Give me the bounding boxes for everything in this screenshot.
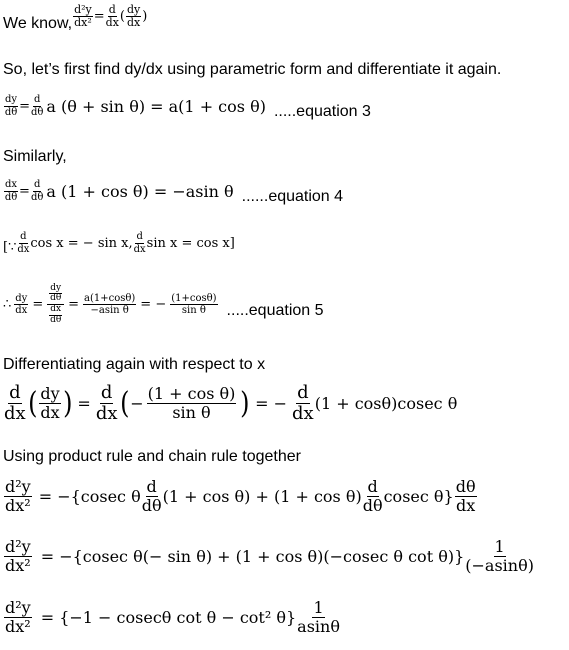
equation-5-line: [3, 284, 324, 326]
dx-dtheta-fraction: [49, 305, 62, 325]
denominator: dx: [292, 402, 314, 424]
numerator: d: [33, 94, 41, 105]
numerator: dy: [126, 3, 141, 16]
expression-part-2: (1 + cos θ) + (1 + cos θ): [162, 487, 362, 507]
numerator: d: [9, 382, 21, 403]
numerator: (1 + cos θ): [147, 384, 236, 404]
paren-open: (: [119, 8, 125, 24]
dy-dtheta-fraction: [49, 284, 62, 304]
denominator: dθ: [4, 106, 18, 118]
denominator: dx: [15, 305, 28, 317]
denominator: dx: [126, 15, 141, 29]
denominator: [48, 305, 63, 325]
expression: = {−1 − cosecθ cot θ − cot² θ}: [40, 608, 297, 628]
known-formula-line: [3, 3, 148, 33]
denominator: dθ: [30, 106, 44, 118]
cos-derivative: cos x = − sin x,: [30, 235, 133, 251]
denominator: asinθ: [297, 616, 340, 636]
d-dx-operator: [17, 232, 29, 255]
denominator: dθ: [141, 495, 162, 515]
dx-dtheta-fraction: [4, 180, 18, 203]
denominator: dx: [17, 243, 30, 255]
numerator: d: [146, 477, 157, 496]
numerator: a(1+cosθ): [84, 292, 136, 304]
because-bracket: [∵: [3, 239, 17, 255]
equation-tag: ......equation 4: [241, 188, 344, 206]
expression: a (1 + cos θ) = −asin θ: [46, 181, 234, 201]
d-dx-operator: [4, 384, 26, 424]
numerator: 1: [494, 537, 505, 556]
denominator: dx²: [74, 15, 92, 29]
paren-open: (: [27, 385, 38, 421]
d-dx-operator-3: [292, 384, 314, 424]
equals: =: [68, 297, 80, 313]
numerator: d: [100, 382, 113, 403]
denominator: dθ: [362, 495, 383, 515]
numerator: d: [20, 231, 27, 242]
instruction-text: So, let’s first find dy/dx using parametric form and differentiate it again.: [3, 61, 502, 78]
numerator: d: [367, 477, 378, 496]
substitution-equation: [3, 539, 535, 574]
equals: =: [93, 8, 105, 24]
numerator: d: [108, 3, 116, 16]
d-dtheta-operator: [31, 95, 43, 118]
denominator: dx: [456, 495, 476, 515]
d-dtheta-operator: [142, 479, 162, 514]
numerator: [47, 284, 64, 305]
second-derivative-fraction: [73, 4, 93, 29]
expression-part-3: cosec θ}: [383, 487, 454, 507]
numerator: dy: [50, 283, 62, 293]
numerator: dx: [5, 179, 18, 190]
equals: =: [19, 183, 30, 199]
denominator: dx²: [5, 616, 31, 636]
numerator: dθ: [455, 477, 476, 496]
paren-close: ): [142, 8, 148, 24]
equals: =: [19, 98, 30, 114]
numerator: d²y: [5, 598, 31, 617]
compound-fraction: [47, 284, 64, 326]
second-derivative-setup: [3, 384, 457, 424]
reciprocal-fraction: [465, 539, 534, 574]
denominator: sin θ: [172, 402, 211, 422]
numerator: d: [136, 231, 143, 242]
second-derivative-fraction: [4, 600, 32, 635]
denominator: (−asinθ): [465, 555, 534, 575]
intro-text: We know,: [3, 15, 73, 33]
paren-open-2: (: [119, 385, 130, 421]
denominator: dθ: [30, 191, 44, 203]
equals: =: [32, 297, 44, 313]
numerator: dy: [5, 94, 18, 105]
second-derivative-fraction: [4, 479, 32, 514]
denominator: dθ: [50, 314, 62, 325]
expression: (1 + cosθ)cosec θ: [314, 394, 458, 414]
expression: = −{cosec θ(− sin θ) + (1 + cos θ)(−cosec θ cot θ)}: [40, 547, 465, 567]
numerator: dy: [15, 292, 28, 304]
equals: =: [77, 394, 91, 414]
final-equation: [3, 600, 341, 635]
similarly-text: Similarly,: [3, 148, 67, 165]
sin-derivative: sin x = cos x]: [146, 235, 235, 251]
denominator: dx: [4, 402, 26, 424]
equation-4-line: [3, 179, 344, 206]
dy-dx-fraction: [39, 386, 60, 421]
denominator: dx: [133, 243, 146, 255]
second-derivative-fraction: [4, 539, 32, 574]
denominator: dx²: [5, 555, 31, 575]
d-dtheta-operator: [31, 180, 43, 203]
paren-close-2: ): [240, 385, 250, 421]
equation-3-line: [3, 94, 371, 121]
numerator: d²y: [74, 3, 92, 16]
paren-close: ): [62, 385, 73, 421]
numerator: d²y: [5, 537, 31, 556]
equals-minus: = −: [255, 394, 288, 414]
numerator: d: [33, 179, 41, 190]
equals-minus: = −: [140, 297, 167, 313]
reciprocal-fraction: [297, 600, 340, 635]
minus: −: [130, 394, 144, 414]
denominator: dθ: [4, 191, 18, 203]
therefore-symbol: ∴: [3, 297, 12, 313]
numerator: dx: [50, 304, 62, 315]
numerator: d: [297, 382, 309, 403]
denominator: dx: [95, 402, 118, 424]
dy-dx-fraction: [126, 4, 141, 29]
expression: a (θ + sin θ) = a(1 + cos θ): [46, 96, 266, 116]
differentiating-text: Differentiating again with respect to x: [3, 356, 266, 373]
product-rule-equation: [3, 479, 478, 514]
denominator: dx²: [5, 495, 31, 515]
dtheta-dx-fraction: [455, 479, 477, 514]
dy-dx-fraction: [14, 294, 28, 317]
expression-part-1: = −{cosec θ: [38, 487, 141, 507]
denominator: dθ: [50, 293, 62, 304]
denominator: −asin θ: [90, 305, 129, 317]
denominator: dx: [40, 402, 60, 422]
trig-derivative-note: [3, 232, 235, 255]
numerator: dy: [40, 384, 60, 404]
ratio-fraction: [83, 294, 136, 317]
denominator: dx: [105, 15, 119, 29]
equation-tag: .....equation 5: [226, 301, 324, 319]
simplified-fraction: [170, 294, 217, 317]
equation-tag: .....equation 3: [273, 103, 371, 121]
denominator: sin θ: [181, 305, 206, 317]
dy-dtheta-fraction: [4, 95, 18, 118]
cos-over-sin-fraction: [147, 386, 237, 421]
d-dx-operator-2: [134, 232, 146, 255]
numerator: 1: [313, 598, 324, 617]
product-rule-text: Using product rule and chain rule together: [3, 448, 301, 465]
d-dx-operator-2: [96, 384, 118, 424]
numerator: (1+cosθ): [171, 292, 217, 304]
d-dx-operator: [106, 4, 119, 29]
d-dtheta-operator-2: [363, 479, 383, 514]
numerator: d²y: [5, 477, 31, 496]
